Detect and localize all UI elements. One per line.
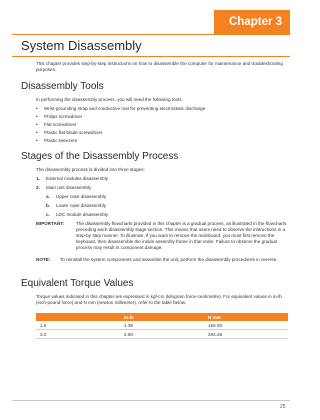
step-label: Main unit disassembly [46,185,92,190]
bullet-icon: • [36,106,38,111]
substep-letter: b. [46,203,51,208]
tool-item [36,122,76,128]
stages-heading: Stages of the Disassembly Process [21,151,179,162]
title-rule-top [12,34,290,35]
bullet-icon: • [36,114,38,119]
step-label: External modules disassembly [46,176,109,181]
tool-item-label: Plastic flat-blade screwdriver [44,130,103,135]
table-header-row [36,313,288,321]
table-cell: 1.6 [36,321,120,330]
step-number: 2. [36,185,40,190]
substep-label: Upper case disassembly [56,194,107,199]
table-cell: 2.60 [120,330,204,339]
torque-heading: Equivalent Torque Values [21,278,134,289]
bullet-icon: • [36,122,38,127]
table-row [36,321,288,330]
table-row [36,330,288,339]
tools-heading: Disassembly Tools [21,81,104,92]
torque-table [36,313,288,339]
substep-letter: c. [46,212,50,217]
torque-lead: Torque values indicated in this chapter are expressed in kgf-cm (kilogram force-centimetre). For equivalent values in in-lb (inch-pound force) and N mm (newton millimeter), refer to the table below. [36,294,282,306]
column-header: N mm [204,313,288,321]
tool-item [36,106,205,112]
stage-step [36,185,91,191]
reassembly-note [36,257,288,263]
stage-substep [46,203,106,209]
tool-item [36,138,77,144]
tool-item-label: Plastic tweezers [44,138,78,143]
step-number: 1. [36,176,40,181]
note-text: To reinstall the system components and assemble the unit, perform the disassembly procedures in reverse. [60,257,278,262]
stage-substep [46,194,106,200]
important-label: IMPORTANT: [36,221,64,226]
substep-letter: a. [46,194,50,199]
column-header [36,313,120,321]
substep-label: Lower case disassembly [56,203,107,208]
chapter-tab: Chapter 3 [214,10,290,34]
stage-substep [46,212,108,218]
bullet-icon: • [36,138,38,143]
stage-step [36,176,108,182]
title-rule-bottom [12,56,290,57]
important-note [36,221,288,251]
table-cell: 3.0 [36,330,120,339]
footer-rule [12,400,290,401]
tool-item-label: Wrist-grounding strap and conductive mat for preventing electrostatic discharge [44,106,206,111]
table-cell: 294.25 [204,330,288,339]
table-cell: 1.39 [120,321,204,330]
table-cell: 156.93 [204,321,288,330]
tool-item [36,114,82,120]
stages-lead: The disassembly process is divided into three stages: [36,167,145,172]
tool-item-label: Philips screwdriver [44,114,83,119]
page-title: System Disassembly [21,38,142,53]
substep-label: LDC module disassembly [56,212,109,217]
bullet-icon: • [36,130,38,135]
tool-item-label: Flat screwdriver [44,122,77,127]
tools-lead: In performing the disassembly process, you will need the following tools: [36,97,183,102]
intro-paragraph: This chapter provides step-by-step instructions on how to disassemble the computer for maintenance and troubleshooting purposes. [36,61,283,73]
important-text: The disassembly flowcharts provided in this chapter is a gradual process, as illustrated in the flowcharts preceding each disassembly stage section. This means that users need to observe the instructions in a step-by step manner. To illustrate, if you want to remove the mainboard, you must first remove the keyboard, then disassemble the inside assembly frame in that order. Failure to observe the gradual process may result in component damage. [76,221,287,250]
note-label: NOTE: [36,257,51,262]
tool-item [36,130,102,136]
page-number: 25 [280,404,286,410]
column-header: in-lb [120,313,204,321]
